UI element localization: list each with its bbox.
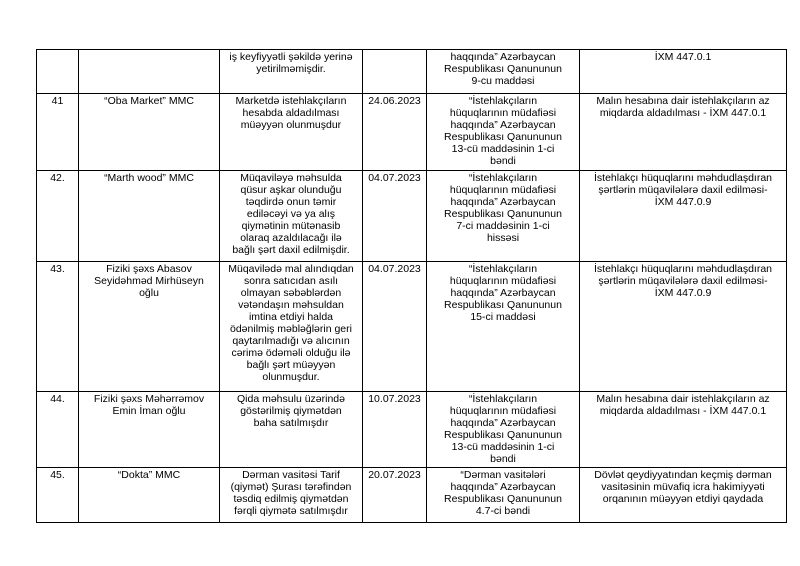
company-name: Fiziki şəxs Məhərrəmov Emin İman oğlu bbox=[79, 391, 220, 468]
table-row bbox=[37, 261, 787, 391]
violation-date: 04.07.2023 bbox=[363, 170, 427, 261]
legal-basis: “İstehlakçıların hüquqlarının müdafiəsi haqqında” Azərbaycan Respublikası Qanununun 15-ci maddəsi bbox=[427, 261, 580, 391]
violation-description: Dərman vasitəsi Tarif (qiymət) Şurası tərəfindən təsdiq edilmiş qiymətdən fərqli qiymətə satılmışdır bbox=[220, 468, 363, 523]
violation-date: 04.07.2023 bbox=[363, 261, 427, 391]
company-name bbox=[79, 50, 220, 94]
table-row bbox=[37, 170, 787, 261]
violation-description: Müqaviləyə məhsulda qüsur aşkar olunduğu təqdirdə onun təmir ediləcəyi və ya alış qiymətinin mütənasib olaraq azaldılacağı ilə bağlı şərt daxil edilmişdir. bbox=[220, 170, 363, 261]
code-article: Malın hesabına dair istehlakçıların az miqdarda aldadılması - İXM 447.0.1 bbox=[580, 391, 787, 468]
row-number: 44. bbox=[37, 391, 79, 468]
violation-description: Müqavilədə mal alındıqdan sonra satıcıdan asılı olmayan səbəblərdən vətəndaşın məhsuldan imtina etdiyi halda ödənilmiş məbləğlərin geri qaytarılmadığı və alıcının cərimə ödəməli olduğu ilə bağlı şərt müəyyən olunmuşdur. bbox=[220, 261, 363, 391]
legal-basis: “İstehlakçıların hüquqlarının müdafiəsi haqqında” Azərbaycan Respublikası Qanununun 13-cü maddəsinin 1-ci bəndi bbox=[427, 391, 580, 468]
code-article: İXM 447.0.1 bbox=[580, 50, 787, 94]
company-name: “Oba Market” MMC bbox=[79, 94, 220, 171]
code-article: İstehlakçı hüquqlarını məhdudlaşdıran şərtlərin müqavilələrə daxil edilməsi- İXM 447.0.9 bbox=[580, 261, 787, 391]
violation-date: 10.07.2023 bbox=[363, 391, 427, 468]
code-article: İstehlakçı hüquqlarını məhdudlaşdıran şərtlərin müqavilələrə daxil edilməsi- İXM 447.0.9 bbox=[580, 170, 787, 261]
code-article: Malın hesabına dair istehlakçıların az miqdarda aldadılması - İXM 447.0.1 bbox=[580, 94, 787, 171]
row-number: 43. bbox=[37, 261, 79, 391]
table-row bbox=[37, 468, 787, 523]
violation-date: 20.07.2023 bbox=[363, 468, 427, 523]
table-row bbox=[37, 391, 787, 468]
violations-table bbox=[36, 49, 787, 523]
company-name: “Marth wood” MMC bbox=[79, 170, 220, 261]
row-number: 41 bbox=[37, 94, 79, 171]
row-number: 42. bbox=[37, 170, 79, 261]
legal-basis: “Dərman vasitələri haqqında” Azərbaycan Respublikası Qanununun 4.7-ci bəndi bbox=[427, 468, 580, 523]
violation-date bbox=[363, 50, 427, 94]
violation-description: Marketdə istehlakçıların hesabda aldadılması müəyyən olunmuşdur bbox=[220, 94, 363, 171]
company-name: “Dokta” MMC bbox=[79, 468, 220, 523]
violation-date: 24.06.2023 bbox=[363, 94, 427, 171]
table-row bbox=[37, 94, 787, 171]
code-article: Dövlət qeydiyyatından keçmiş dərman vasitəsinin müvafiq icra hakimiyyəti orqanının müəyyən etdiyi qaydada bbox=[580, 468, 787, 523]
violation-description: iş keyfiyyətli şəkildə yerinə yetirilməmişdir. bbox=[220, 50, 363, 94]
legal-basis: haqqında” Azərbaycan Respublikası Qanununun 9-cu maddəsi bbox=[427, 50, 580, 94]
row-number: 45. bbox=[37, 468, 79, 523]
row-number bbox=[37, 50, 79, 94]
violation-description: Qida məhsulu üzərində göstərilmiş qiymətdən baha satılmışdır bbox=[220, 391, 363, 468]
legal-basis: “İstehlakçıların hüquqlarının müdafiəsi haqqında” Azərbaycan Respublikası Qanununun 7-ci maddəsinin 1-ci hissəsi bbox=[427, 170, 580, 261]
table-row bbox=[37, 50, 787, 94]
company-name: Fiziki şəxs Abasov Seyidəhməd Mirhüseyn oğlu bbox=[79, 261, 220, 391]
legal-basis: “İstehlakçıların hüquqlarının müdafiəsi haqqında” Azərbaycan Respublikası Qanununun 13-cü maddəsinin 1-ci bəndi bbox=[427, 94, 580, 171]
